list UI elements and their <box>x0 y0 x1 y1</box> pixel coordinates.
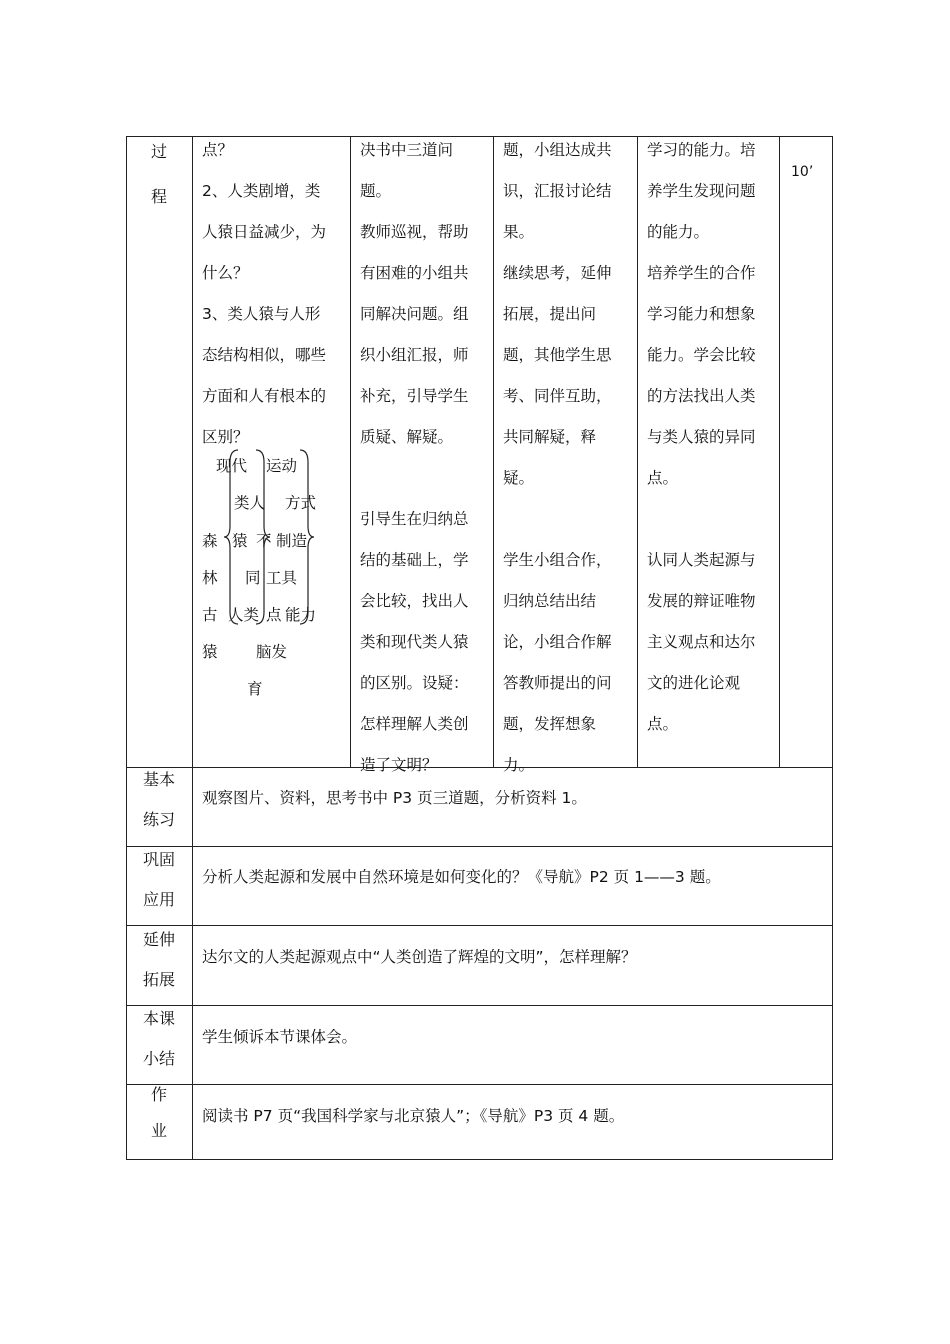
diagram-word: 类人 <box>234 494 266 512</box>
questions-line: 方面和人有根本的 <box>202 387 327 405</box>
diagram-word: 人类 <box>228 606 260 624</box>
student-activity-cell <box>503 130 612 786</box>
teacher-line: 结的基础上，学 <box>360 551 469 569</box>
student-line: 题，小组达成共 <box>503 141 612 159</box>
label-line: 小结 <box>142 1049 175 1068</box>
student-line: 论，小组合作解 <box>503 633 612 651</box>
teacher-activity-cell <box>360 130 469 786</box>
process-label-char-1: 过 <box>150 142 167 161</box>
diagram-word: 不 <box>256 532 272 550</box>
label-line: 延伸 <box>142 930 175 949</box>
teacher-line: 决书中三道问 <box>360 141 454 159</box>
teacher-line: 织小组汇报，师 <box>360 346 469 364</box>
intent-line: 学习的能力。培 <box>647 141 756 159</box>
diagram-word: 能力 <box>285 606 317 624</box>
process-label <box>126 131 192 217</box>
intent-line: 能力。学会比较 <box>647 346 756 364</box>
questions-line: 区别？ <box>202 428 249 446</box>
left-brace-icon <box>222 448 240 626</box>
intent-line: 养学生发现问题 <box>647 182 756 200</box>
label-line: 基本 <box>142 770 175 789</box>
label-line: 练习 <box>142 810 175 829</box>
intent-line: 的方法找出人类 <box>647 387 756 405</box>
diagram-word: 方式 <box>285 494 317 512</box>
teacher-line: 补充，引导学生 <box>360 387 469 405</box>
process-label-char-2: 程 <box>150 187 167 206</box>
intent-line: 点。 <box>647 469 679 487</box>
column-divider-2 <box>493 136 494 767</box>
column-divider-1 <box>350 136 351 767</box>
teacher-line: 类和现代类人猿 <box>360 633 469 651</box>
student-line: 学生小组合作， <box>503 551 612 569</box>
student-line: 考、同伴互助， <box>503 387 612 405</box>
teacher-line <box>360 458 469 499</box>
diagram-word: 古 <box>202 606 218 624</box>
column-divider-3 <box>637 136 638 767</box>
teacher-line: 怎样理解人类创 <box>360 715 469 733</box>
diagram-word: 脑发 <box>256 643 288 661</box>
student-line: 力。 <box>503 756 535 774</box>
homework-content: 阅读书 P7 页“我国科学家与北京猿人”；《导航》P3 页 4 题。 <box>202 1107 625 1125</box>
intent-line: 点。 <box>647 715 679 733</box>
basic-practice-content: 观察图片、资料，思考书中 P3 页三道题，分析资料 1。 <box>202 789 587 807</box>
intent-line: 与类人猿的异同 <box>647 428 756 446</box>
row-divider-1 <box>126 767 833 768</box>
diagram-word: 运动 <box>266 457 298 475</box>
student-line: 疑。 <box>503 469 535 487</box>
label-line: 本课 <box>142 1009 175 1028</box>
teacher-line: 教师巡视，帮助 <box>360 223 469 241</box>
column-divider-4 <box>779 136 780 767</box>
intent-line: 发展的辩证唯物 <box>647 592 756 610</box>
row-divider-5 <box>126 1084 833 1085</box>
intent-line <box>647 499 756 540</box>
diagram-word: 同 <box>245 569 261 587</box>
label-line: 应用 <box>142 890 175 909</box>
student-line: 归纳总结出结 <box>503 592 597 610</box>
questions-cell <box>202 130 326 458</box>
teacher-line: 造了文明？ <box>360 756 438 774</box>
diagram-word: 猿 <box>232 532 248 550</box>
consolidation-content: 分析人类起源和发展中自然环境是如何变化的？《导航》P2 页 1——3 题。 <box>202 868 721 886</box>
questions-line: 2、人类剧增，类 <box>202 182 321 200</box>
teacher-line: 有困难的小组共 <box>360 264 469 282</box>
teacher-line: 质疑、解疑。 <box>360 428 454 446</box>
summary-content: 学生倾诉本节课体会。 <box>202 1028 358 1046</box>
student-line: 题，其他学生思 <box>503 346 612 364</box>
teacher-line: 会比较，找出人 <box>360 592 469 610</box>
teacher-line: 引导生在归纳总 <box>360 510 469 528</box>
diagram-word: 森 <box>202 532 218 550</box>
intent-line: 认同人类起源与 <box>647 551 756 569</box>
summary-label <box>126 999 192 1079</box>
right-brace-icon <box>298 448 316 626</box>
diagram-word: 制造 <box>276 532 308 550</box>
consolidation-label <box>126 840 192 920</box>
design-intent-cell <box>647 130 756 745</box>
questions-line: 3、类人猿与人形 <box>202 305 321 323</box>
diagram-word: 猿 <box>202 643 218 661</box>
label-line: 作 <box>150 1085 167 1104</box>
intent-line: 文的进化论观 <box>647 674 741 692</box>
student-line: 共同解疑，释 <box>503 428 597 446</box>
student-line: 拓展，提出问 <box>503 305 597 323</box>
student-line: 答教师提出的问 <box>503 674 612 692</box>
label-line: 拓展 <box>142 970 175 989</box>
intent-line: 学习能力和想象 <box>647 305 756 323</box>
student-line: 继续思考，延伸 <box>503 264 612 282</box>
extension-content: 达尔文的人类起源观点中“人类创造了辉煌的文明”，怎样理解？ <box>202 948 637 966</box>
diagram-word: 育 <box>247 680 263 698</box>
basic-practice-label <box>126 760 192 840</box>
label-line: 业 <box>150 1121 167 1140</box>
table-border-right <box>832 136 833 1160</box>
row-divider-3 <box>126 925 833 926</box>
time-value: 10’ <box>791 164 814 180</box>
student-line: 识，汇报讨论结 <box>503 182 612 200</box>
teacher-line: 题。 <box>360 182 392 200</box>
intent-line: 培养学生的合作 <box>647 264 756 282</box>
questions-line: 什么？ <box>202 264 249 282</box>
teacher-line: 的区别。设疑： <box>360 674 469 692</box>
diagram-word: 工具 <box>266 569 298 587</box>
row-divider-4 <box>126 1005 833 1006</box>
diagram-word: 点 <box>266 606 282 624</box>
intent-line: 的能力。 <box>647 223 710 241</box>
diagram-word: 现代 <box>216 457 248 475</box>
diagram-word: 林 <box>202 569 218 587</box>
extension-label <box>126 920 192 1000</box>
middle-brace-icon <box>254 448 272 626</box>
intent-line: 主义观点和达尔 <box>647 633 756 651</box>
table-border-bottom <box>126 1159 833 1160</box>
homework-label <box>126 1077 192 1149</box>
student-line <box>503 499 612 540</box>
label-line: 巩固 <box>142 850 175 869</box>
questions-line: 人猿日益减少，为 <box>202 223 327 241</box>
teacher-line: 同解决问题。组 <box>360 305 469 323</box>
label-column-divider <box>192 136 193 1160</box>
questions-line: 态结构相似，哪些 <box>202 346 327 364</box>
questions-line: 点？ <box>202 141 234 159</box>
student-line: 果。 <box>503 223 535 241</box>
row-divider-2 <box>126 846 833 847</box>
student-line: 题，发挥想象 <box>503 715 597 733</box>
